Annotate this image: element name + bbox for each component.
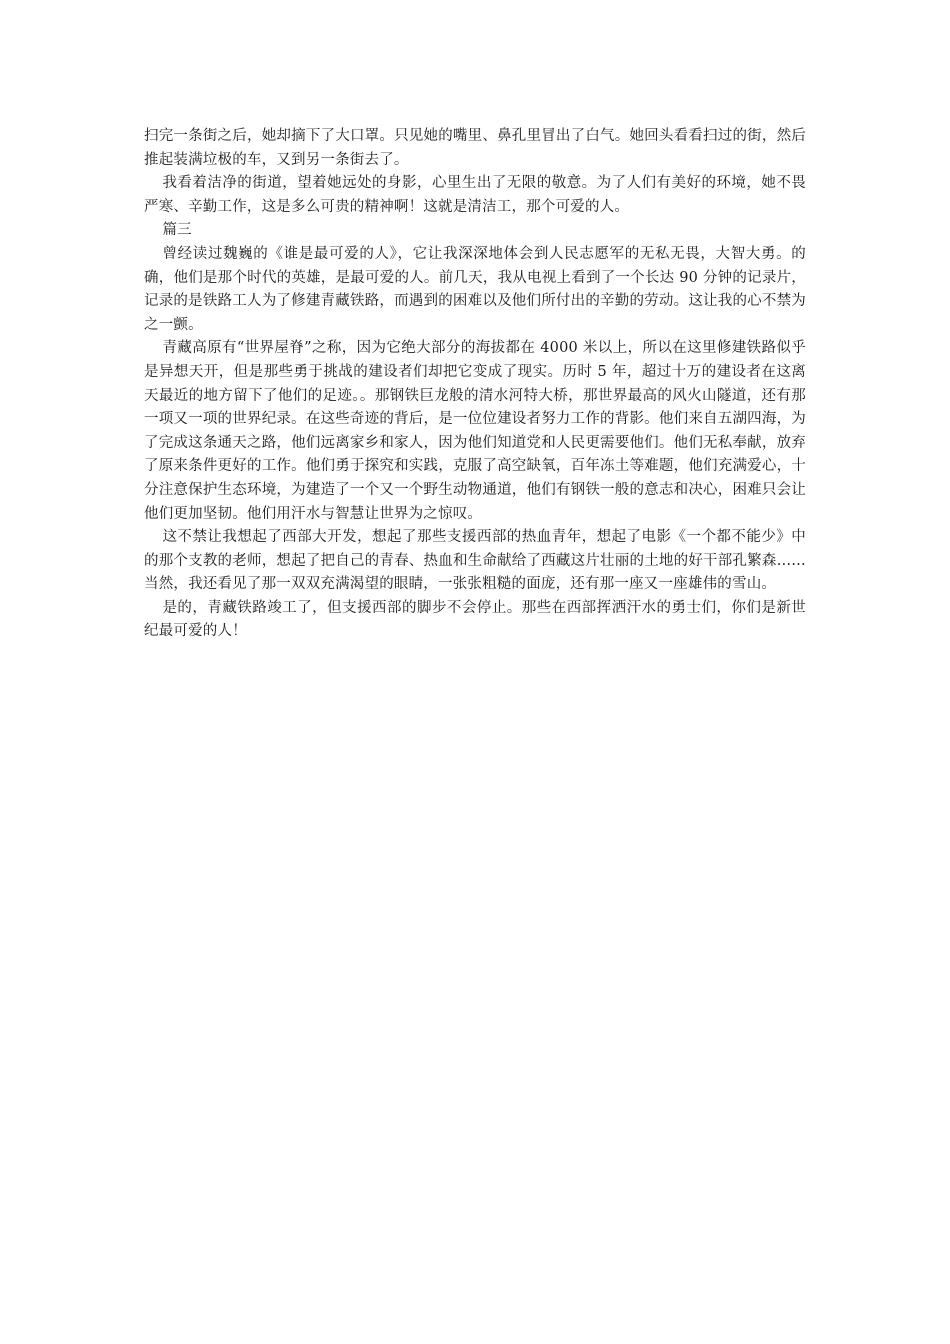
paragraph: 我看着洁净的街道，望着她远处的身影，心里生出了无限的敬意。为了人们有美好的环境，她不畏严寒、辛勤工作，这是多么可贵的精神啊！这就是清洁工，那个可爱的人。 — [144, 175, 806, 215]
paragraph: 这不禁让我想起了西部大开发，想起了那些支援西部的热血青年，想起了电影《一个都不能少》中的那个支教的老师，想起了把自己的青春、热血和生命献给了西藏这片壮丽的土地的好干部孔繁森……当然，我还看见了那一双双充满渴望的眼睛，一张张粗糙的面庞，还有那一座又一座雄伟的雪山。 — [144, 529, 806, 593]
section-heading: 篇三 — [162, 222, 192, 239]
paragraph: 青藏高原有“世界屋脊”之称，因为它绝大部分的海拔都在 4000 米以上，所以在这里修建铁路似乎是异想天开，但是那些勇于挑战的建设者们却把它变成了现实。历时 5 年，超过十万的建设者在这离天最近的地方留下了他们的足迹。。那钢铁巨龙般的清水河特大桥，那世界最高的风火山隧道，还有那一项又一项的世界纪录。在这些奇迹的背后，是一位位建设者努力工作的背影。他们来自五湖四海，为了完成这条通天之路，他们远离家乡和家人，因为他们知道党和人民更需要他们。他们无私奉献，放弃了原来条件更好的工作。他们勇于探究和实践，克服了高空缺氧，百年冻土等难题，他们充满爱心，十分注意保护生态环境，为建造了一个又一个野生动物通道，他们有钢铁一般的意志和决心，困难只会让他们更加坚韧。他们用汗水与智慧让世界为之惊叹。 — [144, 340, 806, 522]
paragraph: 是的，青藏铁路竣工了，但支援西部的脚步不会停止。那些在西部挥洒汗水的勇士们，你们是新世纪最可爱的人！ — [144, 599, 806, 640]
paragraph: 曾经读过魏巍的《谁是最可爱的人》，它让我深深地体会到人民志愿军的无私无畏，大智大勇。的确，他们是那个时代的英雄，是最可爱的人。前几天，我从电视上看到了一个长达 90 分钟的记录片，记录的是铁路工人为了修建青藏铁路，而遇到的困难以及他们所付出的辛勤的劳动。这让我的心不禁为之一颤。 — [144, 245, 806, 333]
paragraph: 扫完一条街之后，她却摘下了大口罩。只见她的嘴里、鼻孔里冒出了白气。她回头看看扫过的街，然后推起装满垃极的车，又到另一条街去了。 — [144, 128, 806, 168]
document-body — [144, 125, 806, 644]
